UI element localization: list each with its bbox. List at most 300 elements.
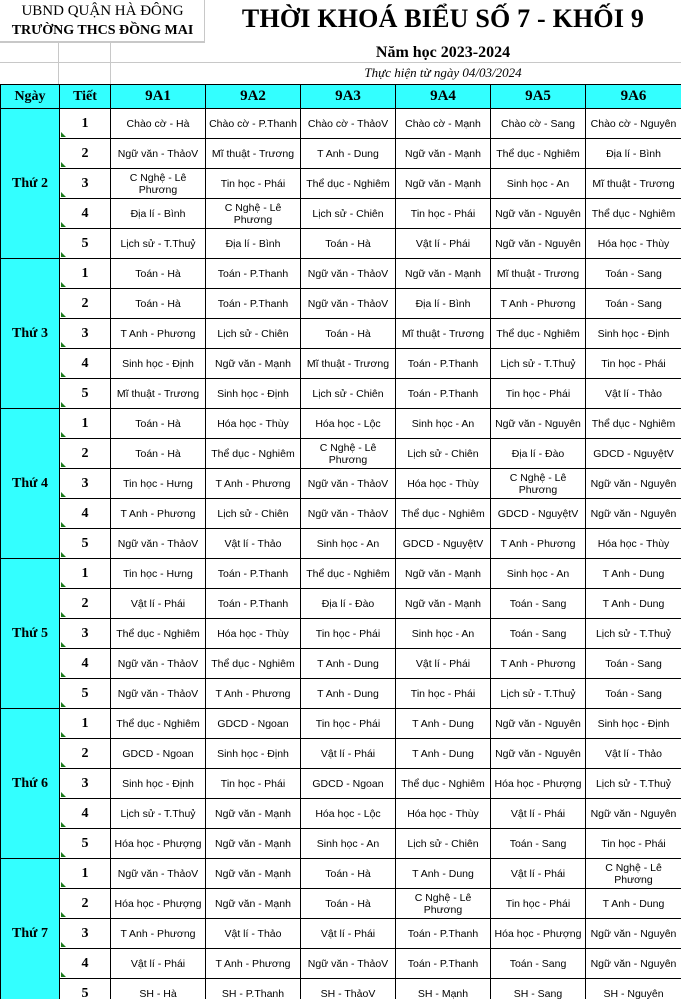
lesson-cell: T Anh - Phương [491,649,586,679]
table-row [1,319,681,349]
lesson-cell: SH - Mạnh [396,979,491,999]
lesson-cell: Mĩ thuật - Trương [111,379,206,409]
lesson-cell: Vật lí - Thảo [206,529,301,559]
table-row [1,169,681,199]
lesson-cell: Toán - Hà [301,229,396,259]
lesson-cell: Chào cờ - Hà [111,109,206,139]
comment-marker-icon [61,222,66,227]
period-cell [60,859,111,889]
comment-marker-icon [61,492,66,497]
lesson-cell: Toán - Hà [111,289,206,319]
page-title: THỜI KHOÁ BIỂU SỐ 7 - KHỐI 9 [241,4,645,33]
lesson-cell: Địa lí - Bình [206,229,301,259]
lesson-cell: Hóa học - Phượng [491,919,586,949]
comment-marker-icon [61,372,66,377]
comment-marker-icon [61,852,66,857]
period-cell [60,169,111,199]
day-label: Thứ 2 [1,109,60,259]
table-row [1,229,681,259]
lesson-cell: Ngữ văn - Nguyên [491,229,586,259]
lesson-cell: Hóa học - Thùy [396,799,491,829]
lesson-cell: Thể dục - Nghiêm [111,619,206,649]
period-cell [60,259,111,289]
period-cell [60,109,111,139]
lesson-cell: Thể dục - Nghiêm [586,409,681,439]
lesson-cell: Mĩ thuật - Trương [586,169,681,199]
table-row [1,709,681,739]
period-cell [60,949,111,979]
period-cell [60,919,111,949]
lesson-cell: Hóa học - Thùy [206,619,301,649]
lesson-cell: Thể dục - Nghiêm [301,559,396,589]
period-cell [60,319,111,349]
lesson-cell: Vật lí - Phái [491,799,586,829]
lesson-cell: Vật lí - Phái [396,229,491,259]
comment-marker-icon [61,582,66,587]
lesson-cell: Sinh học - An [491,559,586,589]
lesson-cell: Toán - Sang [586,289,681,319]
lesson-cell: Mĩ thuật - Trương [491,259,586,289]
lesson-cell: C Nghệ - Lê Phương [301,439,396,469]
lesson-cell: Ngữ văn - Nguyên [491,739,586,769]
lesson-cell: T Anh - Phương [111,319,206,349]
table-row [1,439,681,469]
lesson-cell: T Anh - Dung [301,679,396,709]
lesson-cell: Tin học - Phái [586,829,681,859]
period-cell [60,979,111,999]
table-row [1,859,681,889]
comment-marker-icon [61,432,66,437]
lesson-cell: Hóa học - Phượng [491,769,586,799]
lesson-cell: Thể dục - Nghiêm [491,319,586,349]
period-number: 5 [81,835,89,851]
lesson-cell: Sinh học - An [301,829,396,859]
day-label: Thứ 5 [1,559,60,709]
period-cell [60,199,111,229]
comment-marker-icon [61,522,66,527]
period-cell [60,769,111,799]
table-row [1,679,681,709]
lesson-cell: Ngữ văn - Nguyên [586,499,681,529]
day-label: Thứ 3 [1,259,60,409]
lesson-cell: Hóa học - Thùy [586,529,681,559]
period-cell [60,619,111,649]
lesson-cell: Hóa học - Thùy [206,409,301,439]
lesson-cell: C Nghệ - Lê Phương [491,469,586,499]
comment-marker-icon [61,642,66,647]
lesson-cell: Chào cờ - Mạnh [396,109,491,139]
lesson-cell: Sinh học - Định [586,319,681,349]
period-number: 3 [81,625,89,641]
period-cell [60,439,111,469]
header [0,0,681,84]
lesson-cell: SH - P.Thanh [206,979,301,999]
lesson-cell: Ngữ văn - ThảoV [301,289,396,319]
lesson-cell: Ngữ văn - Mạnh [206,349,301,379]
period-number: 1 [81,415,89,431]
period-number: 1 [81,565,89,581]
class-header: 9A5 [491,85,586,109]
period-number: 1 [81,715,89,731]
lesson-cell: Thể dục - Nghiêm [206,439,301,469]
lesson-cell: T Anh - Dung [586,589,681,619]
lesson-cell: Ngữ văn - ThảoV [301,259,396,289]
period-number: 4 [81,805,89,821]
comment-marker-icon [61,672,66,677]
class-header: 9A3 [301,85,396,109]
period-number: 5 [81,535,89,551]
table-row [1,349,681,379]
comment-marker-icon [61,162,66,167]
period-cell [60,589,111,619]
day-label: Thứ 7 [1,859,60,999]
period-number: 2 [81,895,89,911]
lesson-cell: Tin học - Phái [206,169,301,199]
lesson-cell: Chào cờ - Nguyên [586,109,681,139]
lesson-cell: C Nghệ - Lê Phương [111,169,206,199]
lesson-cell: Chào cờ - ThảoV [301,109,396,139]
lesson-cell: Chào cờ - P.Thanh [206,109,301,139]
lesson-cell: Mĩ thuật - Trương [301,349,396,379]
comment-marker-icon [61,402,66,407]
lesson-cell: Toán - P.Thanh [206,259,301,289]
period-number: 5 [81,385,89,401]
comment-marker-icon [61,912,66,917]
period-cell [60,409,111,439]
lesson-cell: GDCD - NguyệtV [396,529,491,559]
lesson-cell: Toán - Hà [111,409,206,439]
table-row [1,109,681,139]
lesson-cell: Ngữ văn - Mạnh [396,559,491,589]
lesson-cell: Ngữ văn - Nguyên [586,469,681,499]
comment-marker-icon [61,822,66,827]
period-number: 4 [81,955,89,971]
lesson-cell: Địa lí - Đào [491,439,586,469]
period-number: 3 [81,475,89,491]
table-row [1,979,681,999]
lesson-cell: Thể dục - Nghiêm [491,139,586,169]
lesson-cell: Thể dục - Nghiêm [111,709,206,739]
table-row [1,589,681,619]
comment-marker-icon [61,342,66,347]
table-row [1,379,681,409]
effective-date: Thực hiện từ ngày 04/03/2024 [364,65,522,80]
lesson-cell: Vật lí - Phái [301,919,396,949]
lesson-cell: T Anh - Phương [111,919,206,949]
table-row [1,529,681,559]
table-row [1,259,681,289]
lesson-cell: Sinh học - Định [111,769,206,799]
lesson-cell: Toán - P.Thanh [396,919,491,949]
lesson-cell: Hóa học - Lộc [301,799,396,829]
period-number: 3 [81,925,89,941]
period-number: 1 [81,865,89,881]
lesson-cell: T Anh - Phương [491,529,586,559]
lesson-cell: Vật lí - Phái [301,739,396,769]
period-cell [60,139,111,169]
class-header: 9A1 [111,85,206,109]
lesson-cell: Toán - Sang [586,679,681,709]
lesson-cell: Ngữ văn - Nguyên [491,409,586,439]
lesson-cell: Hóa học - Thùy [396,469,491,499]
lesson-cell: Toán - Hà [111,259,206,289]
lesson-cell: SH - Nguyên [586,979,681,999]
day-column-header: Ngày [1,85,60,109]
lesson-cell: Ngữ văn - Nguyên [491,199,586,229]
lesson-cell: Ngữ văn - Mạnh [206,829,301,859]
lesson-cell: Ngữ văn - Nguyên [491,709,586,739]
lesson-cell: Vật lí - Thảo [586,379,681,409]
lesson-cell: Ngữ văn - Nguyên [586,949,681,979]
period-cell [60,379,111,409]
lesson-cell: T Anh - Dung [301,139,396,169]
lesson-cell: Tin học - Phái [301,709,396,739]
lesson-cell: Toán - P.Thanh [396,949,491,979]
lesson-cell: Sinh học - An [396,619,491,649]
school-year: Năm học 2023-2024 [375,44,511,61]
comment-marker-icon [61,612,66,617]
lesson-cell: Tin học - Phái [491,889,586,919]
lesson-cell: Thể dục - Nghiêm [301,169,396,199]
period-cell [60,889,111,919]
comment-marker-icon [61,762,66,767]
day-label: Thứ 4 [1,409,60,559]
period-number: 4 [81,205,89,221]
timetable [0,84,681,999]
lesson-cell: C Nghệ - Lê Phương [396,889,491,919]
lesson-cell: Địa lí - Đào [301,589,396,619]
lesson-cell: GDCD - NguyệtV [491,499,586,529]
period-cell [60,469,111,499]
lesson-cell: Mĩ thuật - Trương [206,139,301,169]
lesson-cell: Lịch sử - T.Thuỷ [586,619,681,649]
period-cell [60,349,111,379]
lesson-cell: Vật lí - Phái [111,949,206,979]
period-cell [60,829,111,859]
lesson-cell: Ngữ văn - Mạnh [206,859,301,889]
lesson-cell: Hóa học - Phượng [111,889,206,919]
lesson-cell: Ngữ văn - Mạnh [206,889,301,919]
lesson-cell: Lịch sử - T.Thuỷ [111,799,206,829]
header-row [1,85,681,109]
lesson-cell: Ngữ văn - ThảoV [301,469,396,499]
lesson-cell: Tin học - Phái [396,679,491,709]
lesson-cell: T Anh - Dung [396,739,491,769]
comment-marker-icon [61,192,66,197]
table-row [1,889,681,919]
table-row [1,799,681,829]
lesson-cell: Toán - Hà [111,439,206,469]
table-row [1,829,681,859]
lesson-cell: Sinh học - Định [206,379,301,409]
divider [0,42,205,43]
lesson-cell: Tin học - Hưng [111,469,206,499]
lesson-cell: Địa lí - Bình [396,289,491,319]
lesson-cell: GDCD - Ngoan [111,739,206,769]
lesson-cell: Toán - Sang [586,259,681,289]
lesson-cell: Ngữ văn - ThảoV [111,139,206,169]
lesson-cell: Lịch sử - T.Thuỷ [586,769,681,799]
lesson-cell: Vật lí - Thảo [586,739,681,769]
period-number: 3 [81,325,89,341]
day-label: Thứ 6 [1,709,60,859]
lesson-cell: Toán - Sang [491,949,586,979]
comment-marker-icon [61,462,66,467]
lesson-cell: GDCD - NguyệtV [586,439,681,469]
lesson-cell: Tin học - Phái [396,199,491,229]
lesson-cell: Tin học - Phái [491,379,586,409]
lesson-cell: Ngữ văn - ThảoV [301,499,396,529]
lesson-cell: Tin học - Phái [586,349,681,379]
lesson-cell: Tin học - Phái [301,619,396,649]
comment-marker-icon [61,312,66,317]
table-row [1,139,681,169]
lesson-cell: T Anh - Dung [586,889,681,919]
period-number: 5 [81,235,89,251]
lesson-cell: Sinh học - Định [586,709,681,739]
lesson-cell: SH - Sang [491,979,586,999]
lesson-cell: Ngữ văn - ThảoV [111,649,206,679]
period-cell [60,559,111,589]
period-cell [60,739,111,769]
period-number: 2 [81,445,89,461]
period-number: 1 [81,265,89,281]
period-cell [60,229,111,259]
district-name: UBND QUẬN HÀ ĐÔNG [21,3,184,19]
lesson-cell: Mĩ thuật - Trương [396,319,491,349]
lesson-cell: Lịch sử - Chiên [301,379,396,409]
lesson-cell: T Anh - Dung [396,709,491,739]
comment-marker-icon [61,942,66,947]
period-number: 2 [81,145,89,161]
lesson-cell: Ngữ văn - ThảoV [301,949,396,979]
comment-marker-icon [61,282,66,287]
lesson-cell: Toán - P.Thanh [396,379,491,409]
lesson-cell: Địa lí - Bình [586,139,681,169]
lesson-cell: SH - Hà [111,979,206,999]
period-number: 2 [81,295,89,311]
period-cell [60,529,111,559]
table-row [1,199,681,229]
lesson-cell: Vật lí - Phái [491,859,586,889]
comment-marker-icon [61,702,66,707]
lesson-cell: T Anh - Phương [111,499,206,529]
table-row [1,559,681,589]
period-cell [60,289,111,319]
period-cell [60,499,111,529]
period-cell [60,679,111,709]
table-row [1,919,681,949]
lesson-cell: Ngữ văn - Nguyên [586,799,681,829]
lesson-cell: C Nghệ - Lê Phương [206,199,301,229]
comment-marker-icon [61,882,66,887]
lesson-cell: Sinh học - An [396,409,491,439]
table-row [1,499,681,529]
lesson-cell: Lịch sử - Chiên [396,439,491,469]
table-row [1,649,681,679]
period-column-header: Tiết [60,85,111,109]
lesson-cell: Hóa học - Lộc [301,409,396,439]
period-cell [60,799,111,829]
table-row [1,739,681,769]
divider [58,42,59,84]
lesson-cell: Toán - P.Thanh [206,559,301,589]
lesson-cell: T Anh - Dung [301,649,396,679]
lesson-cell: C Nghệ - Lê Phương [586,859,681,889]
lesson-cell: Vật lí - Phái [111,589,206,619]
lesson-cell: Địa lí - Bình [111,199,206,229]
lesson-cell: T Anh - Phương [491,289,586,319]
period-number: 3 [81,175,89,191]
lesson-cell: Toán - Sang [491,589,586,619]
period-number: 3 [81,775,89,791]
period-number: 1 [81,115,89,131]
lesson-cell: Lịch sử - Chiên [206,319,301,349]
lesson-cell: T Anh - Dung [586,559,681,589]
class-header: 9A2 [206,85,301,109]
lesson-cell: Hóa học - Thùy [586,229,681,259]
lesson-cell: Sinh học - An [491,169,586,199]
table-row [1,289,681,319]
lesson-cell: Tin học - Phái [206,769,301,799]
lesson-cell: Lịch sử - Chiên [396,829,491,859]
school-name: TRƯỜNG THCS ĐỒNG MAI [11,23,194,38]
lesson-cell: Toán - Hà [301,859,396,889]
period-number: 5 [81,685,89,701]
lesson-cell: Thể dục - Nghiêm [396,499,491,529]
comment-marker-icon [61,132,66,137]
comment-marker-icon [61,792,66,797]
lesson-cell: T Anh - Dung [396,859,491,889]
lesson-cell: Sinh học - An [301,529,396,559]
lesson-cell: Vật lí - Phái [396,649,491,679]
lesson-cell: Thể dục - Nghiêm [586,199,681,229]
table-row [1,409,681,439]
period-cell [60,649,111,679]
comment-marker-icon [61,972,66,977]
lesson-cell: Ngữ văn - Nguyên [586,919,681,949]
table-row [1,949,681,979]
lesson-cell: Ngữ văn - ThảoV [111,529,206,559]
lesson-cell: Toán - Hà [301,319,396,349]
lesson-cell: Toán - Sang [491,619,586,649]
lesson-cell: SH - ThảoV [301,979,396,999]
lesson-cell: Ngữ văn - Mạnh [396,589,491,619]
lesson-cell: Toán - Sang [586,649,681,679]
lesson-cell: GDCD - Ngoan [301,769,396,799]
lesson-cell: T Anh - Phương [206,469,301,499]
period-number: 4 [81,355,89,371]
comment-marker-icon [61,252,66,257]
period-number: 4 [81,505,89,521]
lesson-cell: Toán - P.Thanh [206,289,301,319]
table-row [1,769,681,799]
comment-marker-icon [61,732,66,737]
lesson-cell: Lịch sử - T.Thuỷ [111,229,206,259]
class-header: 9A4 [396,85,491,109]
lesson-cell: Ngữ văn - ThảoV [111,679,206,709]
divider [0,62,681,63]
school-block [0,0,205,42]
lesson-cell: Ngữ văn - Mạnh [396,169,491,199]
lesson-cell: Sinh học - Định [111,349,206,379]
lesson-cell: Lịch sử - T.Thuỷ [491,349,586,379]
lesson-cell: Toán - Sang [491,829,586,859]
lesson-cell: Tin học - Hưng [111,559,206,589]
period-number: 2 [81,745,89,761]
period-number: 2 [81,595,89,611]
table-row [1,469,681,499]
